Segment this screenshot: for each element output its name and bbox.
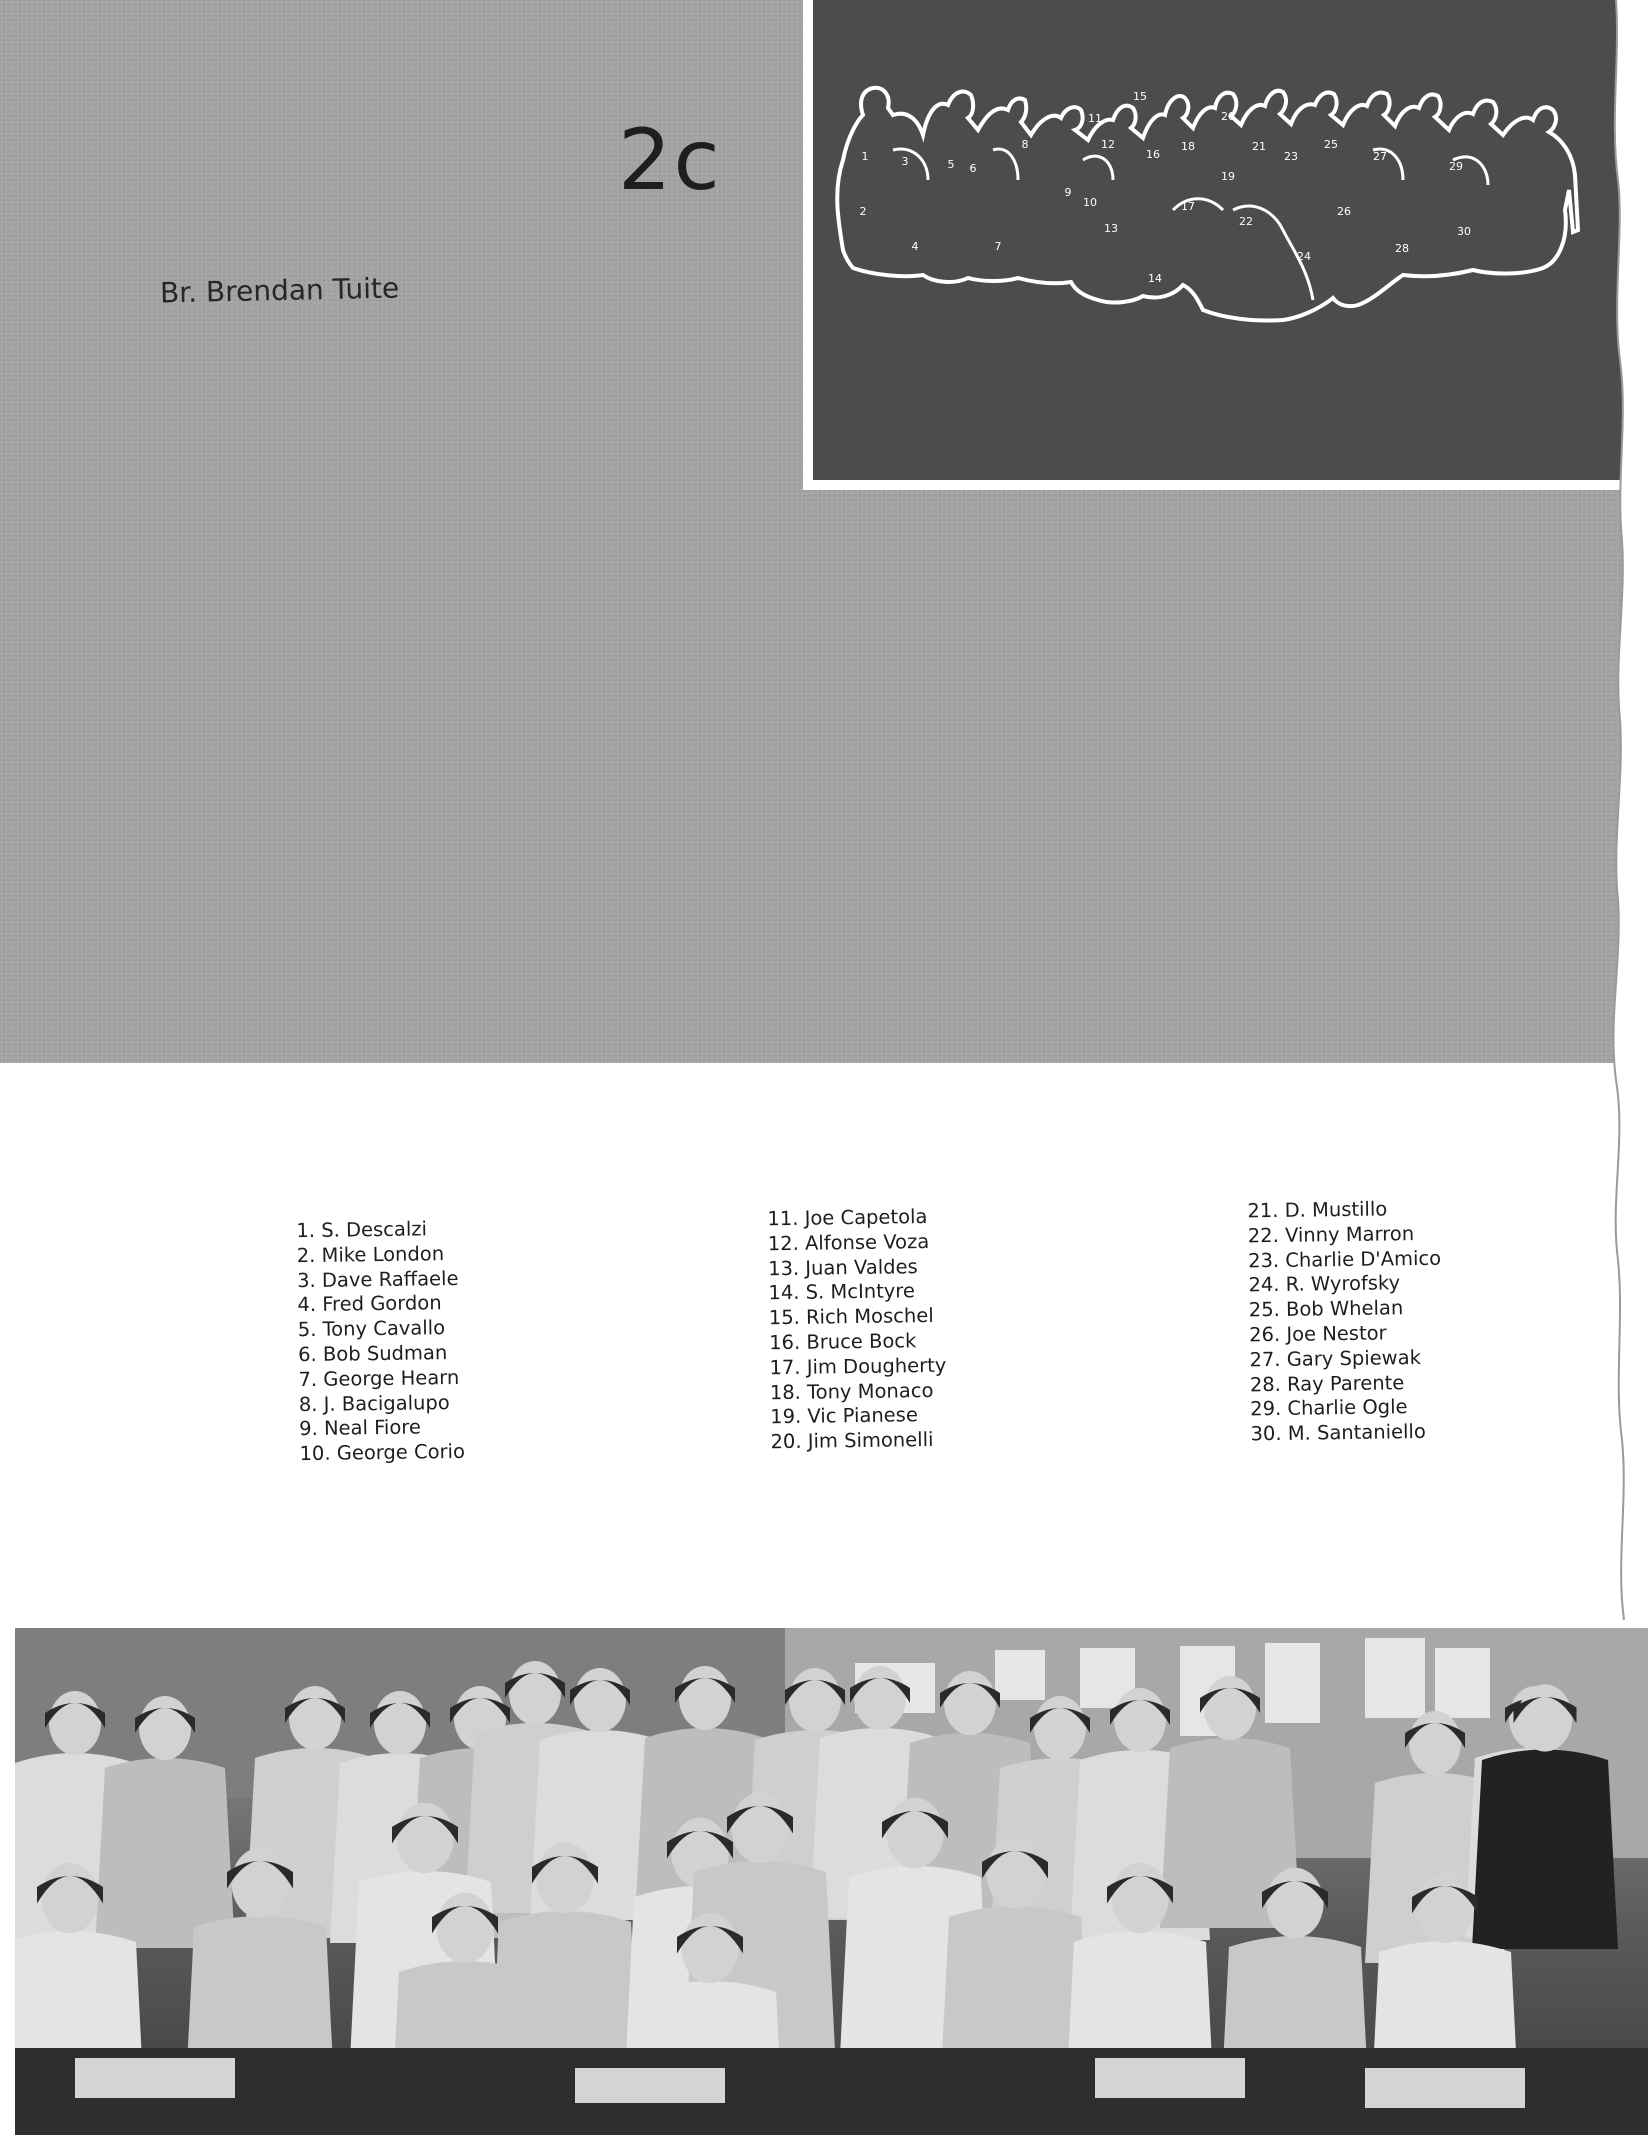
key-number-17: 17 xyxy=(1181,200,1195,213)
name-entry: 1. S. Descalzi xyxy=(296,1217,428,1243)
key-number-1: 1 xyxy=(861,150,869,163)
name-entry: 6. Bob Sudman xyxy=(298,1341,448,1367)
name-entry: 3. Dave Raffaele xyxy=(296,1266,459,1292)
name-entry: 19. Vic Pianese xyxy=(770,1403,919,1429)
key-number-15: 15 xyxy=(1133,90,1147,103)
key-number-5: 5 xyxy=(947,158,955,171)
name-entry: 9. Neal Fiore xyxy=(299,1415,422,1441)
name-entry: 30. M. Santaniello xyxy=(1250,1420,1426,1446)
name-entry: 12. Alfonse Voza xyxy=(767,1229,930,1256)
name-entry: 26. Joe Nestor xyxy=(1249,1321,1387,1347)
key-number-3: 3 xyxy=(901,155,909,168)
name-entry: 17. Jim Dougherty xyxy=(769,1353,947,1380)
key-number-19: 19 xyxy=(1221,170,1235,183)
key-number-16: 16 xyxy=(1146,148,1160,161)
key-number-10: 10 xyxy=(1083,196,1097,209)
name-entry: 13. Juan Valdes xyxy=(767,1254,918,1280)
section-title: 2c xyxy=(618,111,722,209)
key-number-25: 25 xyxy=(1324,138,1338,151)
key-number-2: 2 xyxy=(859,205,867,218)
names-column-2 xyxy=(767,1205,947,1455)
key-number-labels xyxy=(860,90,1472,285)
name-entry: 21. D. Mustillo xyxy=(1247,1197,1388,1223)
name-entry: 14. S. McIntyre xyxy=(768,1279,916,1305)
key-number-26: 26 xyxy=(1337,205,1351,218)
torn-paper-edge xyxy=(1598,0,1648,1663)
key-number-13: 13 xyxy=(1104,222,1118,235)
names-column-1 xyxy=(296,1217,465,1467)
class-photo-figures xyxy=(15,1628,1648,2135)
name-entry: 11. Joe Capetola xyxy=(767,1205,928,1231)
name-entry: 2. Mike London xyxy=(296,1241,445,1267)
key-number-24: 24 xyxy=(1297,250,1311,263)
name-entry: 25. Bob Whelan xyxy=(1248,1296,1404,1322)
name-entry: 10. George Corio xyxy=(299,1440,466,1466)
teacher-name: Br. Brendan Tuite xyxy=(159,271,400,310)
name-entry: 16. Bruce Bock xyxy=(769,1329,917,1355)
key-number-30: 30 xyxy=(1457,225,1471,238)
name-entry: 22. Vinny Marron xyxy=(1247,1221,1415,1248)
name-entry: 24. R. Wyrofsky xyxy=(1248,1271,1401,1297)
name-entry: 8. J. Bacigalupo xyxy=(298,1390,450,1416)
name-entry: 29. Charlie Ogle xyxy=(1250,1395,1408,1421)
class-photo xyxy=(15,1628,1648,2135)
key-number-11: 11 xyxy=(1088,112,1102,125)
name-entry: 15. Rich Moschel xyxy=(768,1304,934,1330)
key-number-20: 20 xyxy=(1221,110,1235,123)
key-diagram xyxy=(803,0,1648,490)
name-entry: 7. George Hearn xyxy=(298,1365,460,1391)
key-number-14: 14 xyxy=(1148,272,1162,285)
name-entry: 27. Gary Spiewak xyxy=(1249,1345,1422,1372)
key-number-29: 29 xyxy=(1449,160,1463,173)
name-entry: 4. Fred Gordon xyxy=(297,1291,442,1317)
key-number-27: 27 xyxy=(1373,150,1387,163)
key-number-4: 4 xyxy=(911,240,919,253)
key-number-6: 6 xyxy=(969,162,977,175)
key-number-7: 7 xyxy=(994,240,1002,253)
key-number-12: 12 xyxy=(1101,138,1115,151)
name-entry: 18. Tony Monaco xyxy=(769,1378,934,1404)
key-number-9: 9 xyxy=(1064,186,1072,199)
key-diagram-panel xyxy=(813,0,1648,480)
name-entry: 23. Charlie D'Amico xyxy=(1247,1246,1442,1272)
key-number-23: 23 xyxy=(1284,150,1298,163)
name-entry: 28. Ray Parente xyxy=(1249,1370,1405,1396)
key-diagram-outline xyxy=(813,0,1648,480)
name-entry: 20. Jim Simonelli xyxy=(770,1428,934,1454)
name-entry: 5. Tony Cavallo xyxy=(297,1316,446,1342)
key-number-21: 21 xyxy=(1252,140,1266,153)
key-number-28: 28 xyxy=(1395,242,1409,255)
key-number-18: 18 xyxy=(1181,140,1195,153)
names-column-3 xyxy=(1247,1197,1443,1448)
key-number-8: 8 xyxy=(1021,138,1029,151)
key-number-22: 22 xyxy=(1239,215,1253,228)
